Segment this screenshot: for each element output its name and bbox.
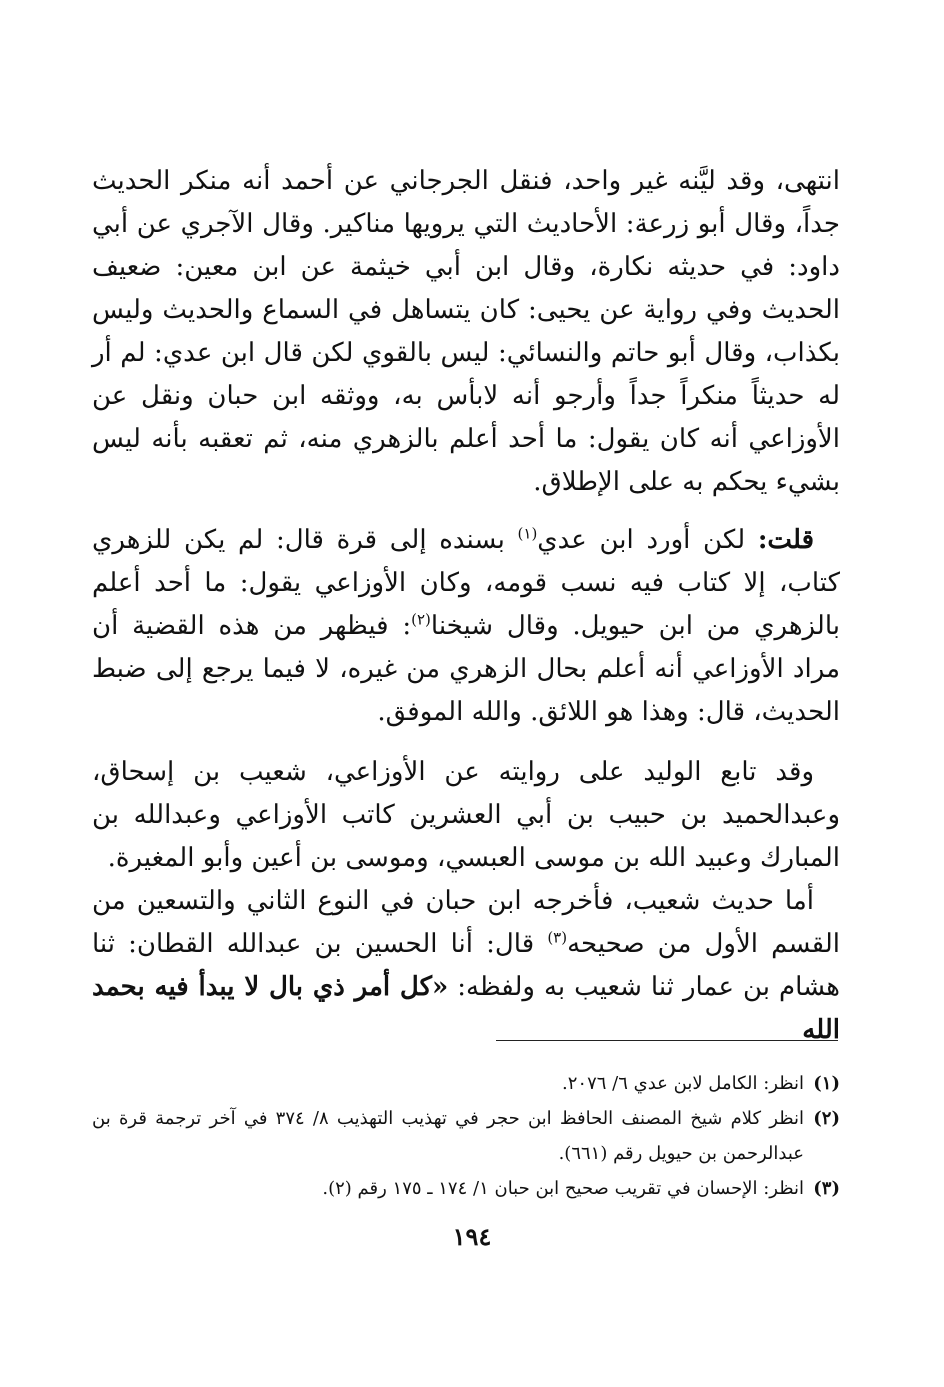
footnote-2-number: (٢) [813,1108,840,1129]
paragraph-2-lead: قلت: [757,525,814,555]
paragraph-3 [92,751,840,880]
footnote-1-number: (١) [813,1073,840,1094]
footnote-3-number: (٣) [813,1178,840,1199]
paragraph-3-text: وقد تابع الوليد على روايته عن الأوزاعي، شعيب بن إسحاق، وعبدالحميد بن حبيب بن أبي العشرين كاتب الأوزاعي وعبدالله بن المبارك وعبيد الله بن موسى العبسي، وموسى بن أعين وأبو المغيرة. [92,757,840,873]
footnote-separator [496,1040,838,1041]
footnote-ref-2: (٢) [411,610,431,629]
page-number: ١٩٤ [452,1222,492,1251]
paragraph-2 [92,519,840,734]
paragraph-4 [92,880,840,1052]
paragraph-1 [92,160,840,504]
paragraph-4-text-a: أما حديث شعيب، فأخرجه ابن حبان في النوع الثاني والتسعين من القسم الأول من صحيحه [92,886,840,959]
footnote-2 [92,1101,840,1171]
footnote-3 [92,1171,840,1206]
footnote-ref-1: (١) [517,524,538,543]
footnote-3-text: انظر: الإحسان في تقريب صحيح ابن حبان ١/ ١٧٤ ـ ١٧٥ رقم (٢). [322,1178,804,1199]
footnote-1-text: انظر: الكامل لابن عدي ٦/ ٢٠٧٦. [562,1073,804,1094]
paragraph-4-quote: «كل أمر ذي بال لا يبدأ فيه بحمد الله [92,972,840,1045]
paragraph-4-text-b: قال: أنا الحسين بن عبدالله القطان: ثنا هشام بن عمار ثنا شعيب به ولفظه: [92,929,840,1002]
footnote-1 [92,1066,840,1101]
paragraph-2-text-c: : فيظهر من هذه القضية أن مراد الأوزاعي أنه أعلم بحال الزهري من غيره، لا فيما يرجع إلى ضبط الحديث، قال: وهذا هو اللائق. والله الموفق. [92,611,840,727]
footnote-ref-3: (٣) [547,928,568,947]
footnotes [92,1066,840,1206]
paragraph-2-text-a: لكن أورد ابن عدي [537,525,758,555]
paragraph-2-text-b: بسنده إلى قرة قال: لم يكن للزهري كتاب، إلا كتاب فيه نسب قومه، وكان الأوزاعي يقول: ما أحد أعلم بالزهري من ابن حيويل. وقال شيخنا [92,525,840,641]
footnote-2-text: انظر كلام شيخ المصنف الحافظ ابن حجر في تهذيب التهذيب ٨/ ٣٧٤ في آخر ترجمة قرة بن عبدالرحمن بن حيويل رقم (٦٦١). [92,1108,804,1164]
paragraph-1-text: انتهى، وقد ليَّنه غير واحد، فنقل الجرجاني عن أحمد أنه منكر الحديث جداً، وقال أبو زرعة: الأحاديث التي يرويها مناكير. وقال الآجري عن أبي داود: في حديثه نكارة، وقال ابن أبي خيثمة عن ابن معين: ضعيف الحديث وفي رواية عن يحيى: كان يتساهل في السماع والحديث وليس بكذاب، وقال أبو حاتم والنسائي: ليس بالقوي لكن قال ابن عدي: لم أر له حديثاً منكراً جداً وأرجو أنه لابأس به، ووثقه ابن حبان ونقل عن الأوزاعي أنه كان يقول: ما أحد أعلم بالزهري منه، ثم تعقبه بأنه ليس بشيء يحكم به على الإطلاق. [92,166,840,497]
